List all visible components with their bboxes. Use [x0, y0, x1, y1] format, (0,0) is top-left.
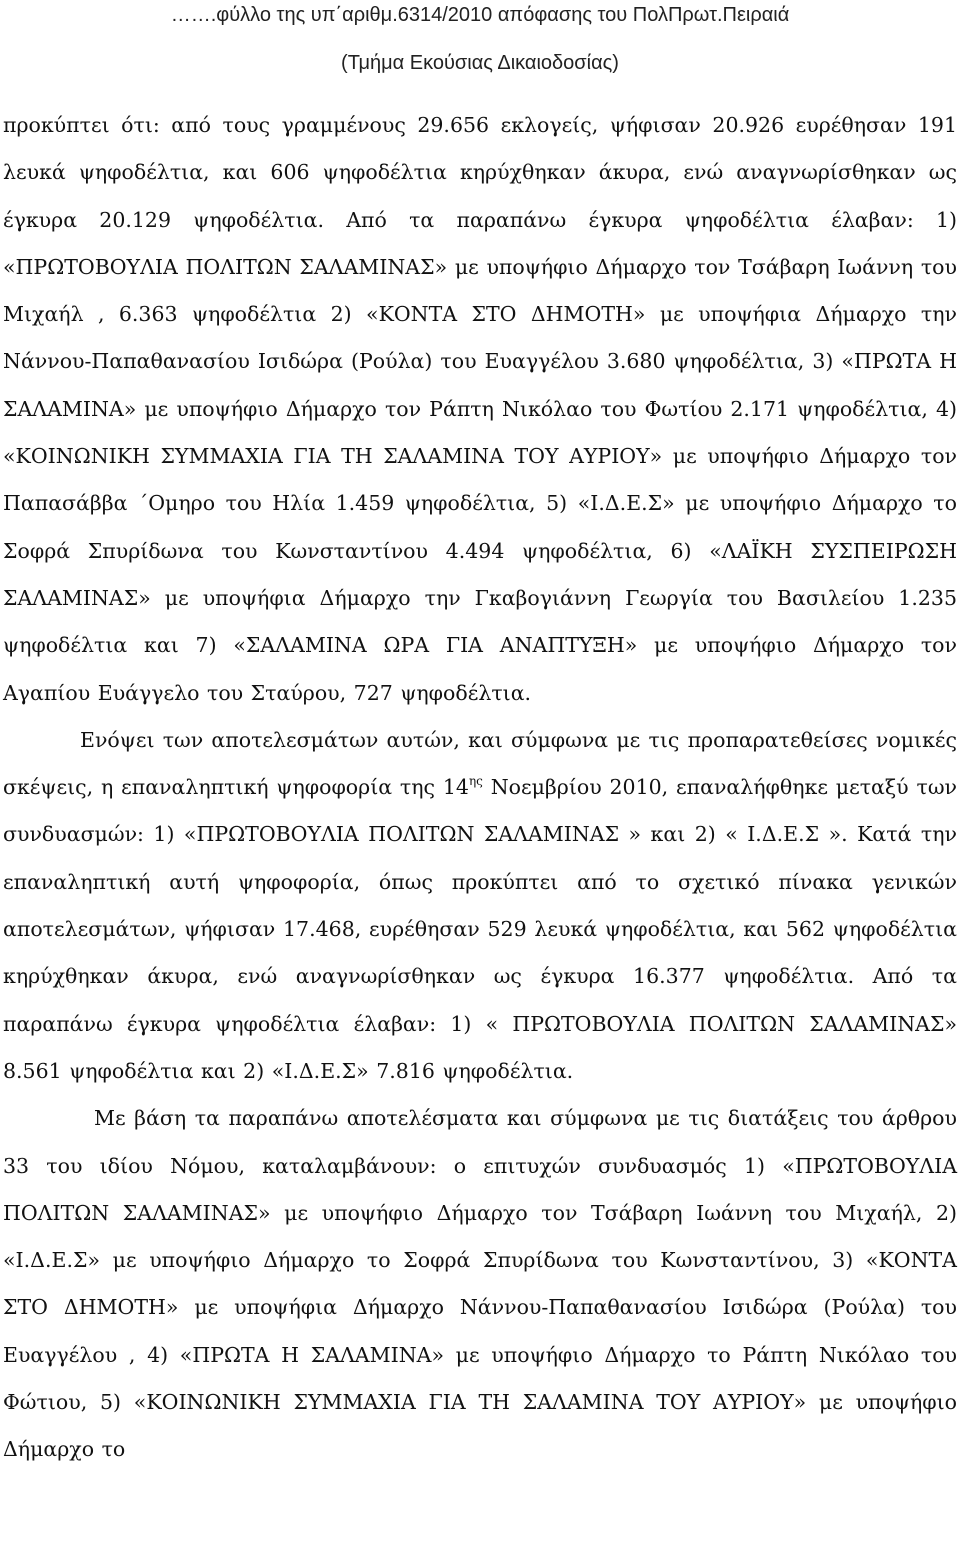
paragraph-runoff-text-start: Ενόψει των αποτελεσμάτων αυτών, και σύμφωνα με τις προπαρατεθείσες νομικές σκέψεις, η επαναληπτική ψηφοφορία της 14 [3, 727, 957, 800]
paragraph-runoff-text-end: Νοεμβρίου 2010, επαναλήφθηκε μεταξύ των συνδυασμών: 1) «ΠΡΩΤΟΒΟΥΛΙΑ ΠΟΛΙΤΩΝ ΣΑΛΑΜΙΝΑΣ » και 2) « Ι.Δ.Ε.Σ ». Κατά την επαναληπτική αυτή ψηφοφορία, όπως προκύπτει από το σχετικό πίνακα γενικών αποτελεσμάτων, ψήφισαν 17.468, ευρέθησαν 529 λευκά ψηφοδέλτια, και 562 ψηφοδέλτια κηρύχθηκαν άκυρα, ενώ αναγνωρίσθηκαν ως έγκυρα 16.377 ψηφοδέλτια. Από τα παραπάνω έγκυρα ψηφοδέλτια έλαβαν: 1) « ΠΡΩΤΟΒΟΥΛΙΑ ΠΟΛΙΤΩΝ ΣΑΛΑΜΙΝΑΣ» 8.561 ψηφοδέλτια και 2) «Ι.Δ.Ε.Σ» 7.816 ψηφοδέλτια. [3, 775, 957, 1083]
header-sheet-reference: …….φύλλο της υπ΄αριθμ.6314/2010 απόφασης του ΠολΠρωτ.Πειραιά [170, 4, 790, 26]
header-department: (Τμήμα Εκούσιας Δικαιοδοσίας) [341, 52, 619, 74]
document-body [3, 102, 957, 1474]
paragraph-runoff-results [3, 717, 957, 1095]
paragraph-first-round-results: προκύπτει ότι: από τους γραμμένους 29.656 εκλογείς, ψήφισαν 20.926 ευρέθησαν 191 λευκά ψηφοδέλτια, και 606 ψηφοδέλτια κηρύχθηκαν άκυρα, ενώ αναγνωρίσθηκαν ως έγκυρα 20.129 ψηφοδέλτια. Από τα παραπάνω έγκυρα ψηφοδέλτια έλαβαν: 1) «ΠΡΩΤΟΒΟΥΛΙΑ ΠΟΛΙΤΩΝ ΣΑΛΑΜΙΝΑΣ» με υποψήφιο Δήμαρχο τον Τσάβαρη Ιωάννη του Μιχαήλ , 6.363 ψηφοδέλτια 2) «ΚΟΝΤΑ ΣΤΟ ΔΗΜΟΤΗ» με υποψήφια Δήμαρχο την Νάννου-Παπαθανασίου Ισιδώρα (Ρούλα) του Ευαγγέλου 3.680 ψηφοδέλτια, 3) «ΠΡΩΤΑ Η ΣΑΛΑΜΙΝΑ» με υποψήφιο Δήμαρχο τον Ράπτη Νικόλαο του Φωτίου 2.171 ψηφοδέλτια, 4) «ΚΟΙΝΩΝΙΚΗ ΣΥΜΜΑΧΙΑ ΓΙΑ ΤΗ ΣΑΛΑΜΙΝΑ ΤΟΥ ΑΥΡΙΟΥ» με υποψήφιο Δήμαρχο τον Παπασάββα ΄Ομηρο του Ηλία 1.459 ψηφοδέλτια, 5) «Ι.Δ.Ε.Σ» με υποψήφιο Δήμαρχο το Σοφρά Σπυρίδωνα του Κωνσταντίνου 4.494 ψηφοδέλτια, 6) «ΛΑΪΚΗ ΣΥΣΠΕΙΡΩΣΗ ΣΑΛΑΜΙΝΑΣ» με υποψήφια Δήμαρχο την Γκαβογιάννη Γεωργία του Βασιλείου 1.235 ψηφοδέλτια και 7) «ΣΑΛΑΜΙΝΑ ΩΡΑ ΓΙΑ ΑΝΑΠΤΥΞΗ» με υποψήφιο Δήμαρχο τον Αγαπίου Ευάγγελο του Σταύρου, 727 ψηφοδέλτια. [3, 113, 957, 705]
paragraph-seat-allocation: Με βάση τα παραπάνω αποτελέσματα και σύμφωνα με τις διατάξεις του άρθρου 33 του ιδίου Νόμου, καταλαμβάνουν: ο επιτυχών συνδυασμός 1) «ΠΡΩΤΟΒΟΥΛΙΑ ΠΟΛΙΤΩΝ ΣΑΛΑΜΙΝΑΣ» με υποψήφιο Δήμαρχο τον Τσάβαρη Ιωάννη του Μιχαήλ, 2) «Ι.Δ.Ε.Σ» με υποψήφιο Δήμαρχο το Σοφρά Σπυρίδωνα του Κωνσταντίνου, 3) «ΚΟΝΤΑ ΣΤΟ ΔΗΜΟΤΗ» με υποψήφια Δήμαρχο Νάννου-Παπαθανασίου Ισιδώρα (Ρούλα) του Ευαγγέλου , 4) «ΠΡΩΤΑ Η ΣΑΛΑΜΙΝΑ» με υποψήφιο Δήμαρχο το Ράπτη Νικόλαο του Φώτιου, 5) «ΚΟΙΝΩΝΙΚΗ ΣΥΜΜΑΧΙΑ ΓΙΑ ΤΗ ΣΑΛΑΜΙΝΑ ΤΟΥ ΑΥΡΙΟΥ» με υποψήφιο Δήμαρχο το [3, 1106, 957, 1462]
ordinal-suffix: ης [468, 774, 483, 789]
